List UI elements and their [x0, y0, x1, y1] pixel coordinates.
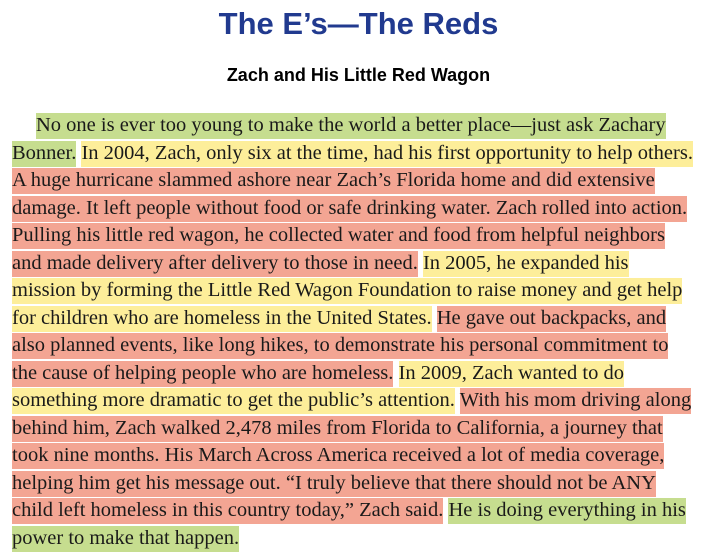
sentence-gap: [455, 389, 460, 411]
sentence-gap: [432, 307, 437, 329]
page-title: The E’s—The Reds: [218, 6, 499, 41]
highlighted-sentence-red: With his mom driving along behind him, Zach walked 2,478 miles from Florida to California, a journey that took nine months. His March Across America received a lot of media coverage, helping him get his message out. “I truly believe that there should not be ANY child left homeless in this country today,” Zach said.: [12, 388, 691, 524]
highlighted-sentence-green: No one is ever too young to make the world a better place—just ask Zachary Bonner.: [12, 113, 666, 167]
highlighted-sentence-red: He gave out backpacks, and also planned events, like long hikes, to demonstrate his personal commitment to the cause of helping people who are homeless.: [12, 306, 668, 387]
section-subtitle: Zach and His Little Red Wagon: [226, 65, 491, 85]
highlighted-sentence-red: A huge hurricane slammed ashore near Zach’s Florida home and did extensive damage. It left people without food or safe drinking water. Zach rolled into action. Pulling his little red wagon, he collected water and food from helpful neighbors and made delivery after delivery to those in need.: [12, 168, 687, 277]
sentence-gap: [393, 362, 398, 384]
passage-paragraph: [12, 112, 694, 552]
highlighted-sentence-yellow: In 2009, Zach wanted to do something more dramatic to get the public’s attention.: [12, 361, 624, 415]
highlighted-sentence-yellow: In 2004, Zach, only six at the time, had his first opportunity to help others.: [81, 141, 693, 167]
highlighted-sentence-yellow: In 2005, he expanded his mission by forming the Little Red Wagon Foundation to raise money and get help for children who are homeless in the United States.: [12, 251, 682, 332]
highlighted-sentence-green: He is doing everything in his power to make that happen.: [12, 498, 686, 552]
